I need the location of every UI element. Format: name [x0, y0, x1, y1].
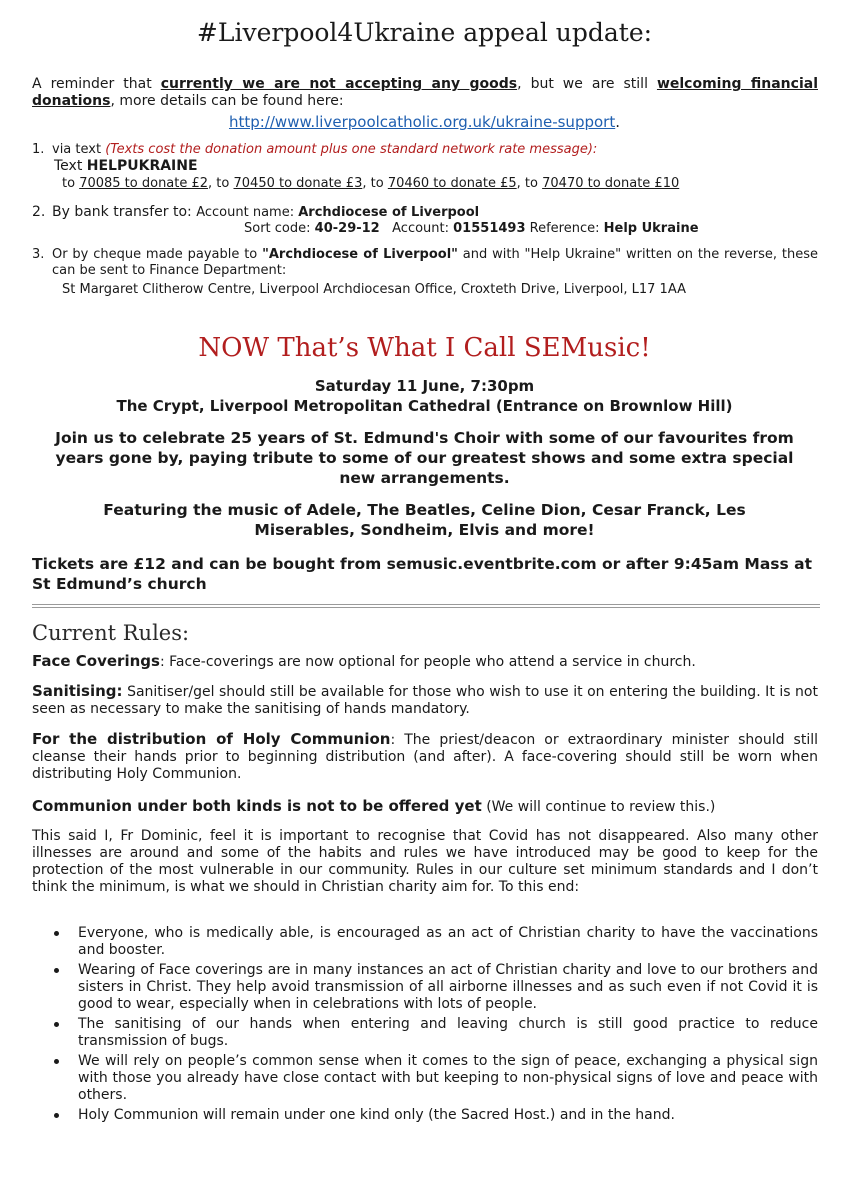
rule-both-label: Communion under both kinds is not to be offered yet	[32, 797, 482, 815]
intro-text-a: A reminder that	[32, 76, 161, 92]
link-period: .	[615, 113, 620, 131]
rule-both-text: (We will continue to review this.)	[481, 799, 716, 815]
bullet-item	[32, 1053, 818, 1104]
rules-bullet-list	[32, 925, 818, 1127]
bullet-text: The sanitising of our hands when entering and leaving church is still good practice to reduce transmission of bugs.	[78, 1016, 818, 1049]
rule-holy-colon: :	[390, 732, 396, 748]
item1-number-1: 70085 to donate £2	[79, 176, 209, 191]
bullet-item	[32, 962, 818, 1013]
item2-number: 2.	[32, 204, 46, 220]
item2-account-number: 01551493	[453, 221, 526, 236]
item1-text-label: Text	[54, 158, 87, 174]
item1-line3	[62, 176, 832, 192]
bullet-dot-icon	[54, 1022, 59, 1027]
bullet-text: Wearing of Face coverings are in many instances an act of Christian charity and love to our brothers and sisters in Christ. They help avoid transmission of all airborne illnesses and as such even if not Covid it is good to wear, especially when in celebrations with lots of people.	[78, 962, 818, 1012]
item2-line2	[244, 221, 824, 237]
item1-via-text: via text	[52, 142, 106, 157]
item2-account-name-label: Account name:	[196, 205, 299, 220]
item1-line2	[54, 158, 454, 175]
ukraine-support-link[interactable]: http://www.liverpoolcatholic.org.uk/ukraine-support	[228, 113, 616, 131]
item1-number-4: 70470 to donate £10	[542, 176, 680, 191]
bullet-dot-icon	[54, 1059, 59, 1064]
rule-face-colon: :	[159, 654, 165, 670]
item2-reference-label: Reference:	[525, 221, 604, 236]
ukraine-intro	[32, 76, 818, 110]
rule-face-coverings	[32, 653, 822, 671]
rule-holy-text: The priest/deacon or extraordinary minister should still cleanse their hands prior to beginning distribution (and after). A face-covering should still be worn when distributing Holy Communion.	[32, 732, 818, 782]
semusic-venue: The Crypt, Liverpool Metropolitan Cathedral (Entrance on Brownlow Hill)	[116, 397, 733, 415]
item3-cheque-text: Or by cheque made payable to	[52, 247, 263, 262]
item1-note: (Texts cost the donation amount plus one standard network rate message):	[105, 142, 598, 157]
item3-reverse-text: and with "Help Ukraine" written on the reverse, these can be sent to Finance Department:	[52, 247, 818, 278]
item2-account-name: Archdiocese of Liverpool	[298, 205, 480, 220]
bullet-item	[32, 1107, 818, 1124]
item1-keyword: HELPUKRAINE	[86, 158, 198, 174]
rule-sanitising	[32, 683, 818, 718]
rule-sanitising-text: Sanitiser/gel should still be available for those who wish to use it on entering the building. It is not seen as necessary to make the sanitising of hands mandatory.	[32, 684, 818, 717]
section-divider-bottom	[32, 607, 820, 608]
item2-sort-label: Sort code:	[244, 221, 315, 236]
intro-text-e: , more details can be found here:	[110, 93, 344, 109]
ukraine-appeal-title: #Liverpool4Ukraine appeal update:	[196, 18, 653, 47]
item3-payee: "Archdiocese of Liverpool"	[262, 247, 458, 262]
item2-line1	[52, 204, 832, 221]
intro-financial-donations: welcoming financial donations	[32, 76, 818, 109]
item1-line1	[52, 142, 822, 158]
item3-address: St Margaret Clitherow Centre, Liverpool Archdiocesan Office, Croxteth Drive, Liverpool, L17 1AA	[62, 282, 686, 297]
item1-number: 1.	[32, 142, 45, 157]
item1-number-2: 70450 to donate £3	[233, 176, 363, 191]
rule-face-label: Face Coverings	[32, 652, 160, 670]
rule-holy-label: For the distribution of Holy Communion	[32, 730, 391, 748]
rule-face-text: Face-coverings are now optional for people who attend a service in church.	[164, 654, 696, 670]
semusic-date: Saturday 11 June, 7:30pm	[314, 377, 535, 395]
fr-dominic-paragraph: This said I, Fr Dominic, feel it is important to recognise that Covid has not disappeared. Also many other illnesses are around and some of the habits and rules we have introduced may be good to keep for the protection of the most vulnerable in our community. Rules in our culture set minimum standards and I don’t think the minimum, is what we should in Christian charity aim for. To this end:	[32, 828, 818, 895]
intro-no-goods: currently we are not accepting any goods	[160, 76, 518, 92]
intro-text-c: , but we are still	[517, 76, 657, 92]
section-divider-top	[32, 604, 820, 605]
semusic-description: Join us to celebrate 25 years of St. Edmund's Choir with some of our favourites from years gone by, paying tribute to some of our greatest shows and some extra special new arrangements.	[55, 429, 794, 487]
rule-sanitising-label: Sanitising:	[32, 682, 123, 700]
bullet-text: We will rely on people’s common sense when it comes to the sign of peace, exchanging a physical sign with those you already have close contact with but keeping to non-physical signs of love and peace with others.	[78, 1053, 818, 1103]
item1-sep-3: , to	[516, 176, 543, 191]
rule-both-kinds	[32, 798, 822, 816]
bullet-dot-icon	[54, 968, 59, 973]
bullet-item	[32, 925, 818, 959]
item3-text	[52, 247, 818, 279]
item2-sort-code: 40-29-12	[314, 221, 380, 236]
ukraine-link-line	[0, 113, 849, 131]
item1-sep-1: , to	[208, 176, 234, 191]
bullet-text: Holy Communion will remain under one kind only (the Sacred Host.) and in the hand.	[78, 1107, 675, 1123]
rules-title: Current Rules:	[32, 621, 190, 645]
item2-reference: Help Ukraine	[603, 221, 699, 236]
bullet-text: Everyone, who is medically able, is encouraged as an act of Christian charity to have the vaccinations and booster.	[78, 925, 818, 958]
bullet-item	[32, 1016, 818, 1050]
item1-number-3: 70460 to donate £5	[387, 176, 517, 191]
item1-to: to	[62, 176, 80, 191]
item1-sep-2: , to	[362, 176, 388, 191]
semusic-tickets: Tickets are £12 and can be bought from semusic.eventbrite.com or after 9:45am Mass at St Edmund’s church	[32, 555, 813, 593]
bullet-dot-icon	[54, 1113, 59, 1118]
semusic-title: NOW That’s What I Call SEMusic!	[198, 333, 651, 363]
semusic-featuring: Featuring the music of Adele, The Beatles, Celine Dion, Cesar Franck, Les Miserables, Sondheim, Elvis and more!	[103, 501, 746, 539]
item3-number: 3.	[32, 247, 45, 262]
bullet-dot-icon	[54, 931, 59, 936]
rule-holy-communion	[32, 731, 818, 783]
item2-bank-transfer: By bank transfer to:	[52, 204, 197, 220]
item2-account-label: Account:	[379, 221, 454, 236]
